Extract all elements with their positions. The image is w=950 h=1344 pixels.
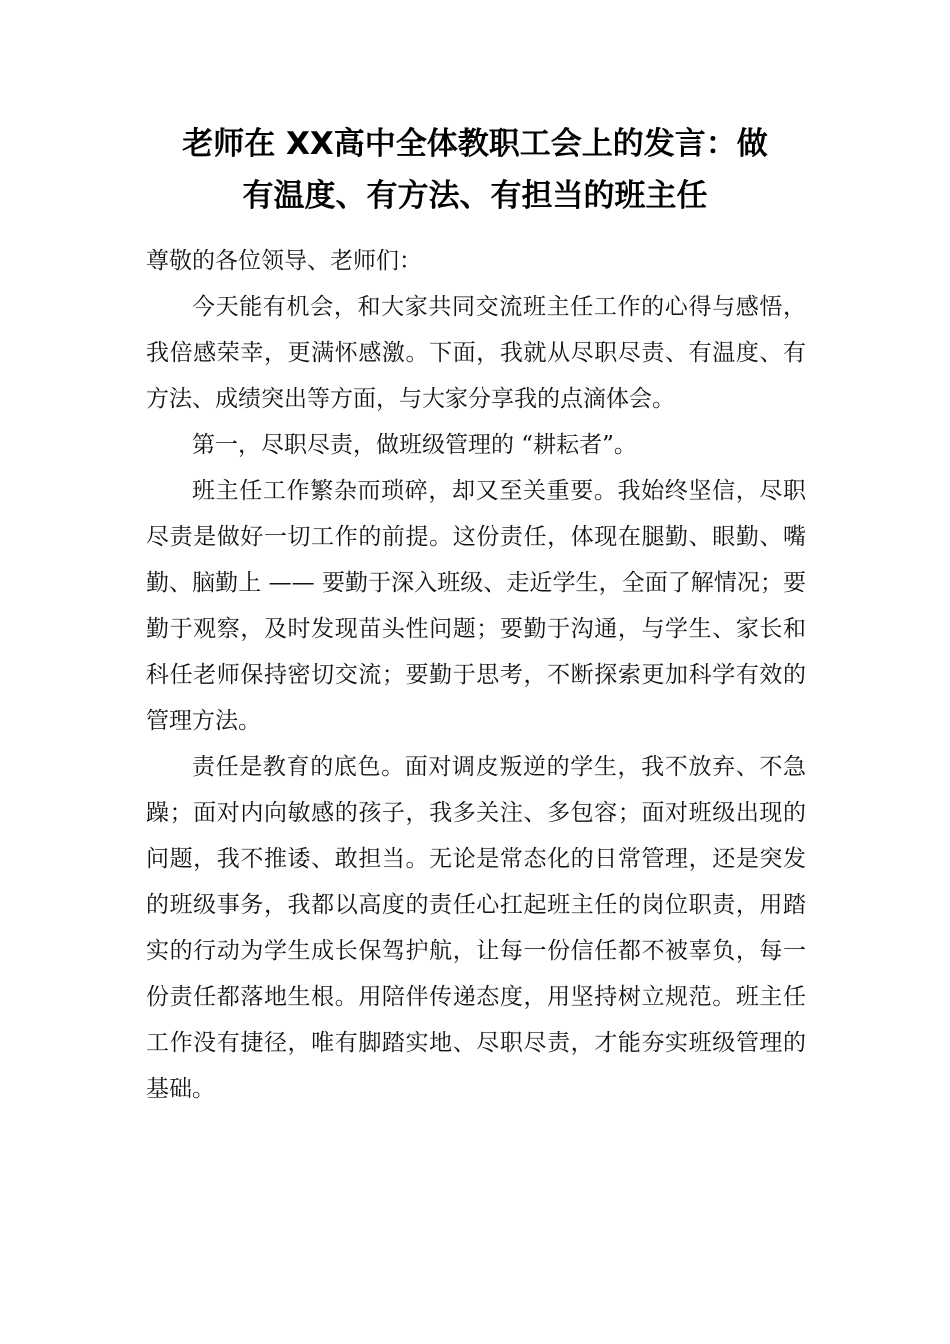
- document-title: [120, 118, 830, 222]
- document-body: [146, 238, 806, 1112]
- paragraph-intro: 今天能有机会，和大家共同交流班主任工作的心得与感悟，我倍感荣幸，更满怀感激。下面，我就从尽职尽责、有温度、有方法、成绩突出等方面，与大家分享我的点滴体会。: [146, 294, 806, 412]
- paragraph-diligence: 班主任工作繁杂而琐碎，却又至关重要。我始终坚信，尽职尽责是做好一切工作的前提。这份责任，体现在腿勤、眼勤、嘴勤、脑勤上 —— 要勤于深入班级、走近学生，全面了解情况；要勤于观察，及时发现苗头性问题；要勤于沟通，与学生、家长和科任老师保持密切交流；要勤于思考，不断探索更加科学有效的管理方法。: [146, 478, 806, 734]
- paragraph-responsibility: 责任是教育的底色。面对调皮叛逆的学生，我不放弃、不急躁；面对内向敏感的孩子，我多关注、多包容；面对班级出现的问题，我不推诿、敢担当。无论是常态化的日常管理，还是突发的班级事务，我都以高度的责任心扛起班主任的岗位职责，用踏实的行动为学生成长保驾护航，让每一份信任都不被辜负，每一份责任都落地生根。用陪伴传递态度，用坚持树立规范。班主任工作没有捷径，唯有脚踏实地、尽职尽责，才能夯实班级管理的基础。: [146, 754, 806, 1102]
- section-heading-first: 第一，尽职尽责，做班级管理的 “耕耘者”。: [192, 432, 637, 458]
- salutation: 尊敬的各位领导、老师们：: [146, 248, 422, 274]
- title-line-1: 老师在 XX高中全体教职工会上的发言：做: [182, 126, 768, 162]
- title-line-2: 有温度、有方法、有担当的班主任: [242, 178, 708, 214]
